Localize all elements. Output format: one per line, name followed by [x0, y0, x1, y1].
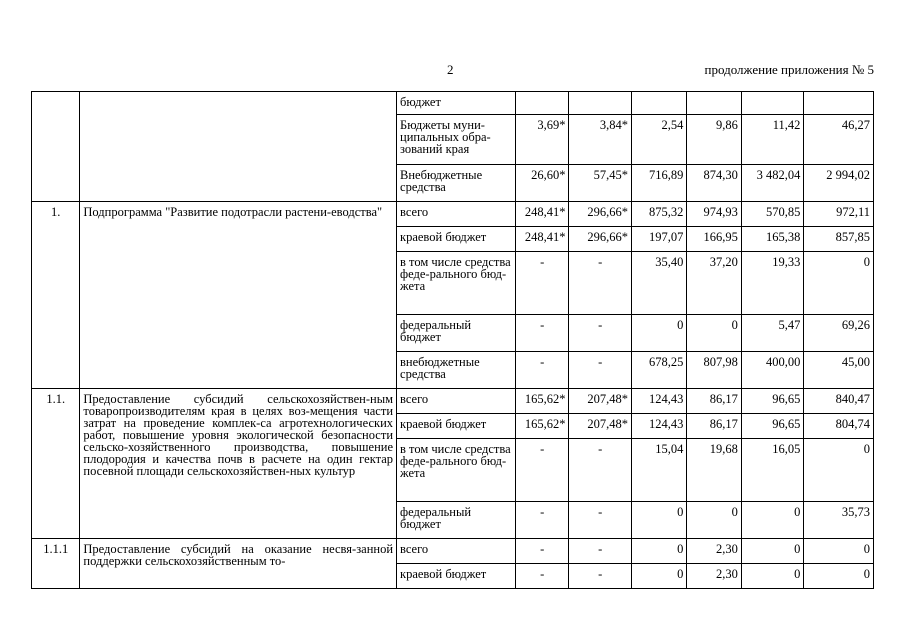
- funding-source: Бюджеты муни-ципальных обра-зований края: [397, 115, 516, 165]
- amount-cell: 716,89: [631, 165, 686, 202]
- amount-cell: -: [569, 502, 632, 539]
- amount-cell: 0: [804, 539, 874, 564]
- amount-cell: 86,17: [687, 414, 741, 439]
- item-description: Предоставление субсидий сельскохозяйствен-ным товаропроизводителям края в целях воз-мещения части затрат на проведение комплек-са агротехнологических работ, повышение уровня экологической безопасности сельско-хозяйственного производства, повышение плодородия и качества почв в расчете на один гектар посевной площади сельскохозяйствен-ных культур: [80, 389, 397, 539]
- amount-cell: [569, 92, 632, 115]
- amount-cell: -: [516, 315, 569, 352]
- amount-cell: -: [569, 252, 632, 315]
- amount-cell: 165,62*: [516, 414, 569, 439]
- amount-cell: 35,73: [804, 502, 874, 539]
- amount-cell: 166,95: [687, 227, 741, 252]
- amount-cell: -: [516, 252, 569, 315]
- amount-cell: -: [569, 352, 632, 389]
- amount-cell: 5,47: [741, 315, 804, 352]
- funding-source: федеральный бюджет: [397, 315, 516, 352]
- amount-cell: -: [516, 539, 569, 564]
- amount-cell: 46,27: [804, 115, 874, 165]
- amount-cell: 874,30: [687, 165, 741, 202]
- amount-cell: 0: [804, 252, 874, 315]
- amount-cell: 3,69*: [516, 115, 569, 165]
- page-number: 2: [447, 62, 454, 77]
- amount-cell: 96,65: [741, 389, 804, 414]
- item-number: [32, 92, 80, 202]
- amount-cell: 165,62*: [516, 389, 569, 414]
- funding-source: всего: [397, 389, 516, 414]
- amount-cell: [741, 92, 804, 115]
- amount-cell: 2,30: [687, 564, 741, 589]
- amount-cell: [804, 92, 874, 115]
- amount-cell: -: [516, 502, 569, 539]
- amount-cell: -: [569, 564, 632, 589]
- amount-cell: 2,54: [631, 115, 686, 165]
- amount-cell: 0: [631, 564, 686, 589]
- amount-cell: 0: [741, 564, 804, 589]
- item-description: [80, 92, 397, 202]
- amount-cell: -: [516, 564, 569, 589]
- funding-source: краевой бюджет: [397, 564, 516, 589]
- amount-cell: 296,66*: [569, 227, 632, 252]
- amount-cell: 857,85: [804, 227, 874, 252]
- amount-cell: 3 482,04: [741, 165, 804, 202]
- amount-cell: -: [569, 315, 632, 352]
- amount-cell: 0: [687, 502, 741, 539]
- amount-cell: 124,43: [631, 389, 686, 414]
- amount-cell: 9,86: [687, 115, 741, 165]
- amount-cell: 248,41*: [516, 227, 569, 252]
- amount-cell: 11,42: [741, 115, 804, 165]
- amount-cell: 57,45*: [569, 165, 632, 202]
- amount-cell: 19,68: [687, 439, 741, 502]
- amount-cell: 197,07: [631, 227, 686, 252]
- amount-cell: 69,26: [804, 315, 874, 352]
- amount-cell: 807,98: [687, 352, 741, 389]
- amount-cell: 840,47: [804, 389, 874, 414]
- table-row: [32, 202, 874, 227]
- amount-cell: 3,84*: [569, 115, 632, 165]
- item-number: 1.: [32, 202, 80, 389]
- budget-table: [31, 91, 874, 589]
- amount-cell: [687, 92, 741, 115]
- table-row: [32, 389, 874, 414]
- amount-cell: 0: [631, 502, 686, 539]
- amount-cell: 0: [741, 502, 804, 539]
- amount-cell: 0: [804, 564, 874, 589]
- amount-cell: 35,40: [631, 252, 686, 315]
- amount-cell: -: [569, 539, 632, 564]
- funding-source: всего: [397, 539, 516, 564]
- funding-source: внебюджетные средства: [397, 352, 516, 389]
- amount-cell: 0: [631, 315, 686, 352]
- appendix-continuation-note: продолжение приложения № 5: [704, 62, 874, 77]
- amount-cell: [516, 92, 569, 115]
- funding-source: Внебюджетные средства: [397, 165, 516, 202]
- amount-cell: 37,20: [687, 252, 741, 315]
- amount-cell: -: [569, 439, 632, 502]
- amount-cell: 0: [741, 539, 804, 564]
- funding-source: в том числе средства феде-рального бюд-жета: [397, 252, 516, 315]
- amount-cell: 972,11: [804, 202, 874, 227]
- amount-cell: 2,30: [687, 539, 741, 564]
- funding-source: всего: [397, 202, 516, 227]
- amount-cell: 207,48*: [569, 389, 632, 414]
- funding-source: краевой бюджет: [397, 414, 516, 439]
- table-row: [32, 92, 874, 115]
- amount-cell: 207,48*: [569, 414, 632, 439]
- amount-cell: -: [516, 352, 569, 389]
- amount-cell: 0: [631, 539, 686, 564]
- amount-cell: 96,65: [741, 414, 804, 439]
- amount-cell: 678,25: [631, 352, 686, 389]
- amount-cell: 804,74: [804, 414, 874, 439]
- table-row: [32, 539, 874, 564]
- amount-cell: 2 994,02: [804, 165, 874, 202]
- amount-cell: 400,00: [741, 352, 804, 389]
- amount-cell: 875,32: [631, 202, 686, 227]
- amount-cell: 19,33: [741, 252, 804, 315]
- funding-source: бюджет: [397, 92, 516, 115]
- item-description: Предоставление субсидий на оказание несвя-занной поддержки сельскохозяйственным то-: [80, 539, 397, 589]
- funding-source: краевой бюджет: [397, 227, 516, 252]
- amount-cell: 0: [687, 315, 741, 352]
- amount-cell: 26,60*: [516, 165, 569, 202]
- item-number: 1.1.1: [32, 539, 80, 589]
- funding-source: в том числе средства феде-рального бюд-жета: [397, 439, 516, 502]
- item-number: 1.1.: [32, 389, 80, 539]
- amount-cell: 296,66*: [569, 202, 632, 227]
- amount-cell: 15,04: [631, 439, 686, 502]
- amount-cell: 16,05: [741, 439, 804, 502]
- item-description: Подпрограмма "Развитие подотрасли растени-еводства": [80, 202, 397, 389]
- amount-cell: 570,85: [741, 202, 804, 227]
- amount-cell: 86,17: [687, 389, 741, 414]
- budget-table-body: [32, 92, 874, 589]
- amount-cell: 248,41*: [516, 202, 569, 227]
- amount-cell: 974,93: [687, 202, 741, 227]
- amount-cell: 124,43: [631, 414, 686, 439]
- amount-cell: -: [516, 439, 569, 502]
- amount-cell: 0: [804, 439, 874, 502]
- amount-cell: [631, 92, 686, 115]
- amount-cell: 45,00: [804, 352, 874, 389]
- funding-source: федеральный бюджет: [397, 502, 516, 539]
- amount-cell: 165,38: [741, 227, 804, 252]
